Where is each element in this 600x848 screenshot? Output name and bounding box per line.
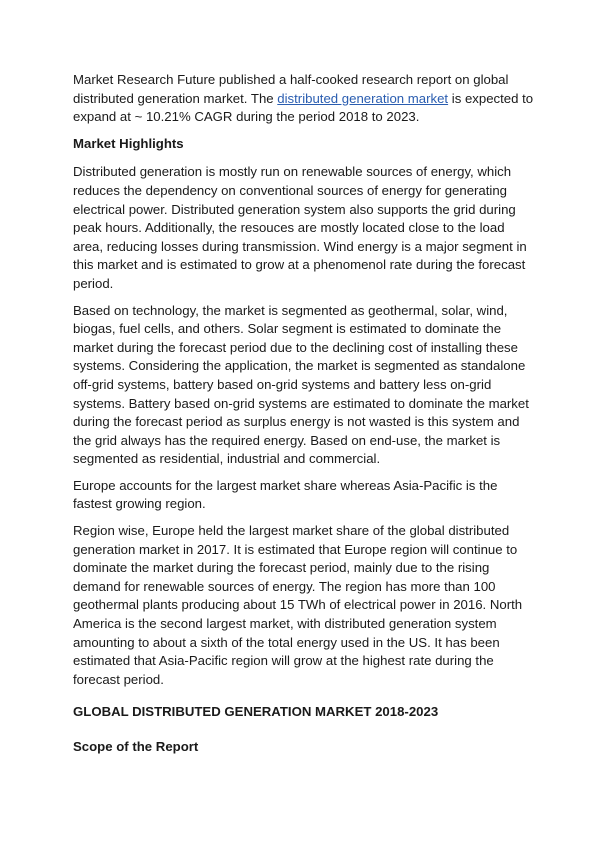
distributed-generation-market-link[interactable]: distributed generation market [277, 90, 449, 106]
intro-text-before-link: Market Research Future published a half-cooked research report on global distributed generation market. The [73, 72, 509, 106]
renewable-paragraph: Distributed generation is mostly run on renewable sources of energy, which reduces the dependency on conventional sources of energy for generating electrical power. Distributed generation system also supports the grid during peak hours. Additionally, the resouces are mostly located close to the load area, reducing losses during transmission. Wind energy is a major segment in this market and is estimated to grow at a phenomenol rate during the forecast period. [73, 164, 527, 291]
technology-segmentation-paragraph: Based on technology, the market is segmented as geothermal, solar, wind, biogas, fuel cells, and others. Solar segment is estimated to dominate the market during the forecast period due to the declining cost of installing these systems. Considering the application, the market is segmented as standalone off-grid systems, battery based on-grid systems and battery less on-grid systems. Battery based on-grid systems are estimated to dominate the market during the forecast period as surplus energy is not wasted is this system and the grid always has the required energy. Based on end-use, the market is segmented as residential, industrial and commercial. [73, 302, 529, 467]
market-highlights-heading: Market Highlights [73, 135, 184, 151]
document-page [73, 71, 535, 767]
scope-heading: Scope of the Report [73, 739, 199, 754]
section-heading: GLOBAL DISTRIBUTED GENERATION MARKET 2018-2023 [73, 704, 439, 720]
regional-share-paragraph: Europe accounts for the largest market share whereas Asia-Pacific is the fastest growing region. [73, 477, 498, 512]
intro-text-after-link: is expected to expand at ~ 10.21% CAGR during the period 2018 to 2023. [73, 90, 534, 125]
region-wise-paragraph: Region wise, Europe held the largest market share of the global distributed generation market in 2017. It is estimated that Europe region will continue to dominate the market during the forecast period, mainly due to the rising demand for renewable sources of energy. The region has more than 100 geothermal plants producing about 15 TWh of electrical power in 2016. North America is the second largest market, with distributed generation system amounting to about a sixth of the total energy used in the US. It has been estimated that Asia-Pacific region will grow at the highest rate during the forecast period. [73, 523, 523, 687]
intro-paragraph [73, 71, 535, 127]
